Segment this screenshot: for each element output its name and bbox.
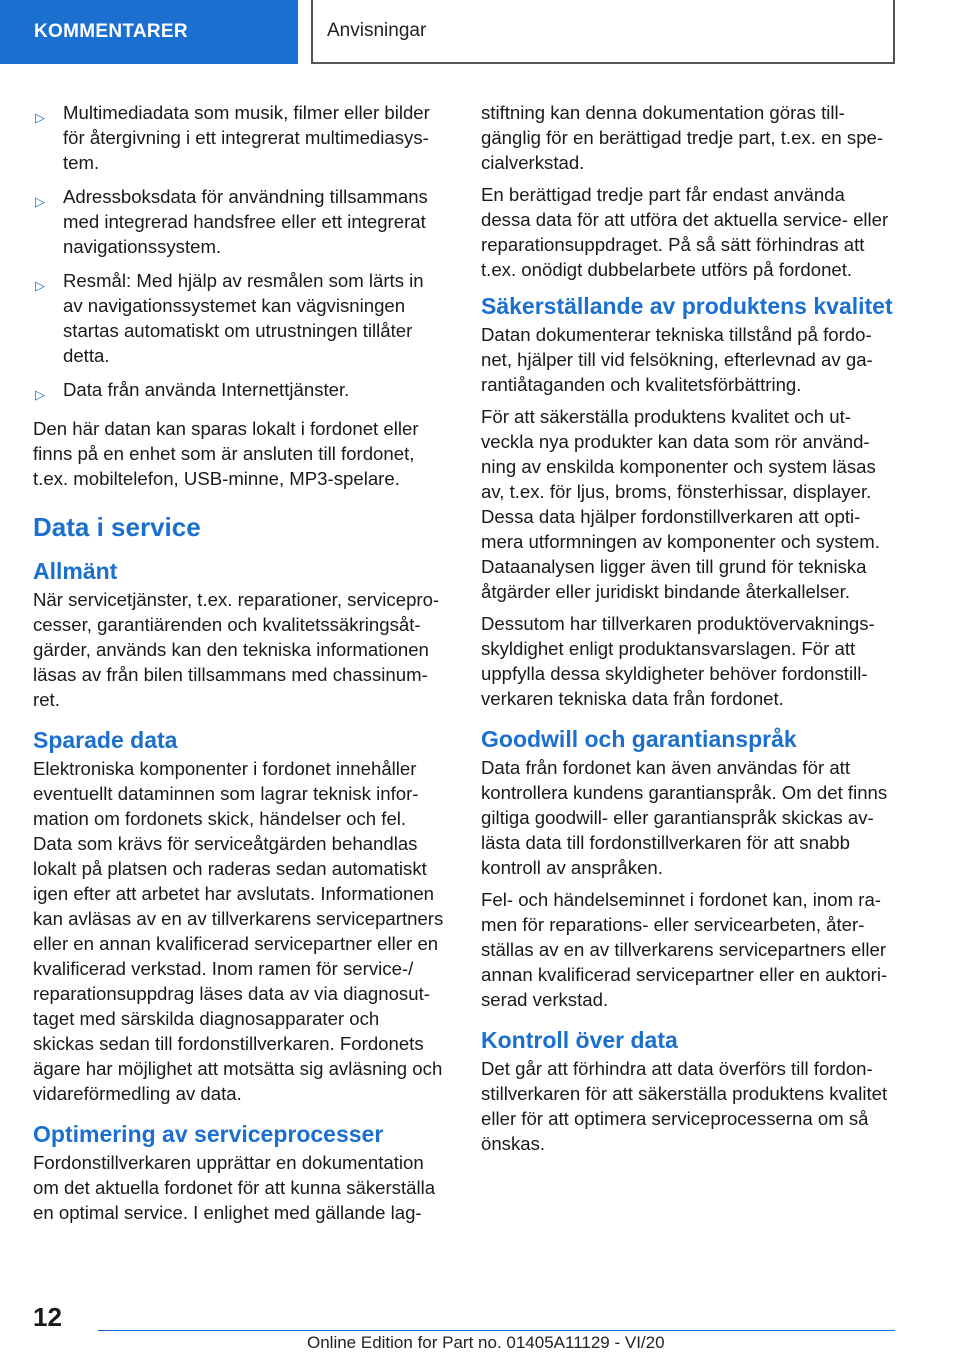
section-tab: KOMMENTARER — [0, 0, 298, 64]
paragraph-kvalitet-1: Datan dokumenterar tekniska tillstånd på fordo-net, hjälper till vid felsökning, efterlevnad av ga-rantiåtaganden och kvalitetsförbättring. — [481, 324, 873, 395]
subheading-allmant: Allmänt — [33, 558, 118, 584]
paragraph-sparade-data: Elektroniska komponenter i fordonet innehåller eventuellt dataminnen som lagrar teknisk infor-mation om fordonets skick, händelser och fel. Data som krävs för serviceåtgärden behandlas lokalt på platsen och raderas sedan automatiskt igen efter att arbetet har avslutats. Informationen kan avläsas av en av tillverkarens servicepartners eller en annan kvalificerad servicepartner eller en kvalificerad verkstad. Inom ramen för service-/ reparationsuppdrag läses data av via diagnosut-taget med särskilda diagnosapparater och skickas sedan till fordonstillverkaren. Fordonets ägare har möjlighet att motsätta sig avläsning och vidareförmedling av data. — [33, 758, 444, 1104]
section-heading-data-i-service: Data i service — [33, 512, 201, 542]
triangle-bullet-icon: ▷ — [35, 110, 45, 125]
chapter-title: Anvisningar — [311, 0, 895, 64]
subheading-goodwill: Goodwill och garantianspråk — [481, 726, 797, 752]
paragraph-third-party: En berättigad tredje part får endast använda dessa data för att utföra det aktuella service- eller reparationsuppdraget. På så sätt förhindras att t.ex. onödigt dubbelarbete utförs på fordonet. — [481, 184, 889, 280]
subheading-sparade-data: Sparade data — [33, 727, 178, 753]
paragraph-continuation: stiftning kan denna dokumentation göras till-gänglig för en berättigad tredje part, t.ex. en spe-cialverkstad. — [481, 102, 884, 173]
subheading-kontroll: Kontroll över data — [481, 1027, 678, 1053]
left-column — [33, 100, 445, 1232]
paragraph-goodwill-2: Fel- och händelseminnet i fordonet kan, inom ra-men för reparations- eller servicearbeten, åter-ställas av en av tillverkarens servicepartners eller annan kvalificerad servicepartner eller en auktori-serad verkstad. — [481, 889, 888, 1010]
paragraph-kvalitet-2: För att säkerställa produktens kvalitet och ut-veckla nya produkter kan data som rör använd-ning av enskilda komponenter och system läsas av, t.ex. för ljus, broms, fönsterhissar, displayer. Dessa data hjälper fordonstillverkaren att opti-mera utformningen av komponenter och system. Dataanalysen ligger även till grund för tekniska åtgärder eller juridiskt bindande återkallelser. — [481, 406, 880, 602]
triangle-bullet-icon: ▷ — [35, 387, 45, 402]
list-item: ▷ Data från använda Internettjänster. — [33, 377, 445, 407]
subheading-optimering: Optimering av serviceprocesser — [33, 1121, 384, 1147]
footer-divider — [98, 1330, 895, 1331]
paragraph-optimering: Fordonstillverkaren upprättar en dokumentation om det aktuella fordonet för att kunna säkerställa en optimal service. I enlighet med gällande lag- — [33, 1152, 436, 1223]
paragraph-kontroll: Det går att förhindra att data överförs till fordon-stillverkaren för att säkerställa produktens kvalitet eller för att optimera serviceprocesserna om så önskas. — [481, 1058, 888, 1154]
subheading-kvalitet: Säkerställande av produktens kvalitet — [481, 293, 893, 319]
paragraph-allmant: När servicetjänster, t.ex. reparationer, servicepro-cesser, garantiärenden och kvalitetssäkringsåt-gärder, används kan den tekniska informationen läsas av från bilen tillsammans med chassinum-ret. — [33, 589, 440, 710]
paragraph-goodwill-1: Data från fordonet kan även användas för att kontrollera kundens garantianspråk. Om det finns giltiga goodwill- eller garantianspråk skickas av-lästa data till fordonstillverkaren för att snabb kontroll av anspråken. — [481, 757, 888, 878]
triangle-bullet-icon: ▷ — [35, 194, 45, 209]
list-item: ▷ Adressboksdata för användning tillsammans med integrerad handsfree eller ett integrerat navigationssystem. — [35, 186, 428, 257]
right-column — [481, 100, 897, 1163]
intro-paragraph: Den här datan kan sparas lokalt i fordonet eller finns på en enhet som är ansluten till fordonet, t.ex. mobiltelefon, USB-minne, MP3-spelare. — [33, 418, 419, 489]
paragraph-kvalitet-3: Dessutom har tillverkaren produktövervaknings-skyldighet enligt produktansvarslagen. För att uppfylla dessa skyldigheter behöver fordonstill-verkaren tekniska data från fordonet. — [481, 613, 875, 709]
list-item: ▷ Resmål: Med hjälp av resmålen som lärts in av navigationssystemet kan vägvisningen startas automatiskt om utrustningen tillåter detta. — [35, 270, 424, 366]
page-number: 12 — [33, 1302, 62, 1332]
footer-edition-text: Online Edition for Part no. 01405A11129 - VI/20 — [307, 1333, 665, 1352]
triangle-bullet-icon: ▷ — [35, 278, 45, 293]
list-item: ▷ Multimediadata som musik, filmer eller bilder för återgivning i ett integrerat multimediasys-tem. — [35, 102, 430, 173]
